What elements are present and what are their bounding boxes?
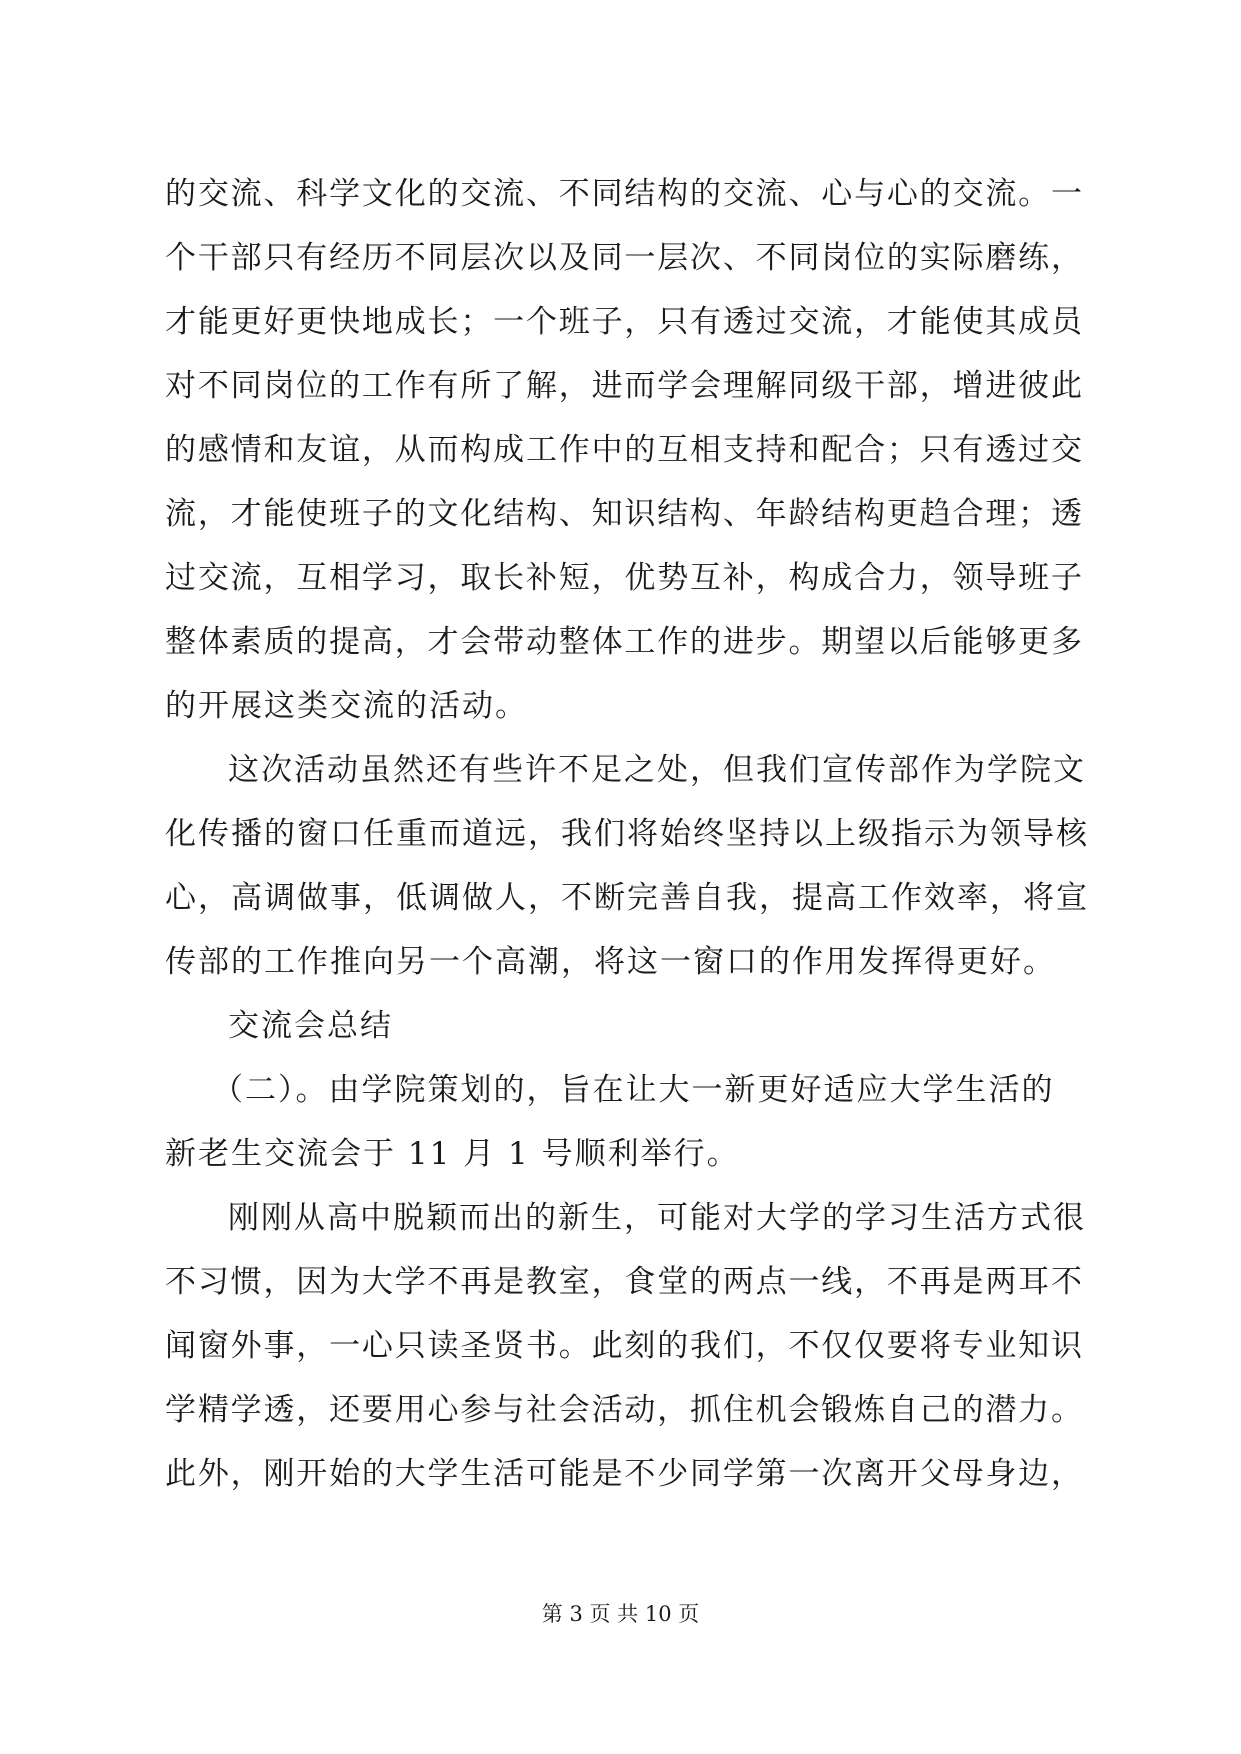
text-line: 流，才能使班子的文化结构、知识结构、年龄结构更趋合理；透 — [165, 496, 1082, 532]
text-line: 闻窗外事，一心只读圣贤书。此刻的我们，不仅仅要将专业知识 — [165, 1328, 1082, 1364]
text-line: 心，高调做事，低调做人，不断完善自我，提高工作效率，将宣 — [165, 880, 1089, 916]
text-line: 个干部只有经历不同层次以及同一层次、不同岗位的实际磨练， — [165, 240, 1082, 276]
text-line: 对不同岗位的工作有所了解，进而学会理解同级干部，增进彼此 — [165, 368, 1082, 404]
text-line: 传部的工作推向另一个高潮，将这一窗口的作用发挥得更好。 — [165, 944, 1056, 980]
paragraph-start-line: 刚刚从高中脱颖而出的新生，可能对大学的学习生活方式很 — [228, 1200, 1086, 1236]
text-line: 不习惯，因为大学不再是教室，食堂的两点一线，不再是两耳不 — [165, 1264, 1082, 1300]
paragraph-start-line: （二）。由学院策划的，旨在让大一新更好适应大学生活的 — [212, 1072, 1055, 1108]
text-line: 此外，刚开始的大学生活可能是不少同学第一次离开父母身边， — [165, 1456, 1082, 1492]
section-heading: 交流会总结 — [228, 1008, 393, 1044]
paragraph-start-line: 这次活动虽然还有些许不足之处，但我们宣传部作为学院文 — [228, 752, 1086, 788]
text-line: 的开展这类交流的活动。 — [165, 688, 528, 724]
text-line: 的感情和友谊，从而构成工作中的互相支持和配合；只有透过交 — [165, 432, 1082, 468]
text-line: 学精学透，还要用心参与社会活动，抓住机会锻炼自己的潜力。 — [165, 1392, 1082, 1428]
text-line: 才能更好更快地成长；一个班子，只有透过交流，才能使其成员 — [165, 304, 1082, 340]
page-number-footer: 第 3 页 共 10 页 — [541, 1602, 700, 1626]
text-line: 的交流、科学文化的交流、不同结构的交流、心与心的交流。一 — [165, 176, 1082, 212]
text-line: 整体素质的提高，才会带动整体工作的进步。期望以后能够更多 — [165, 624, 1082, 660]
text-line: 过交流，互相学习，取长补短，优势互补，构成合力，领导班子 — [165, 560, 1082, 596]
text-line: 新老生交流会于 11 月 1 号顺利举行。 — [165, 1136, 740, 1172]
text-line: 化传播的窗口任重而道远，我们将始终坚持以上级指示为领导核 — [165, 816, 1089, 852]
